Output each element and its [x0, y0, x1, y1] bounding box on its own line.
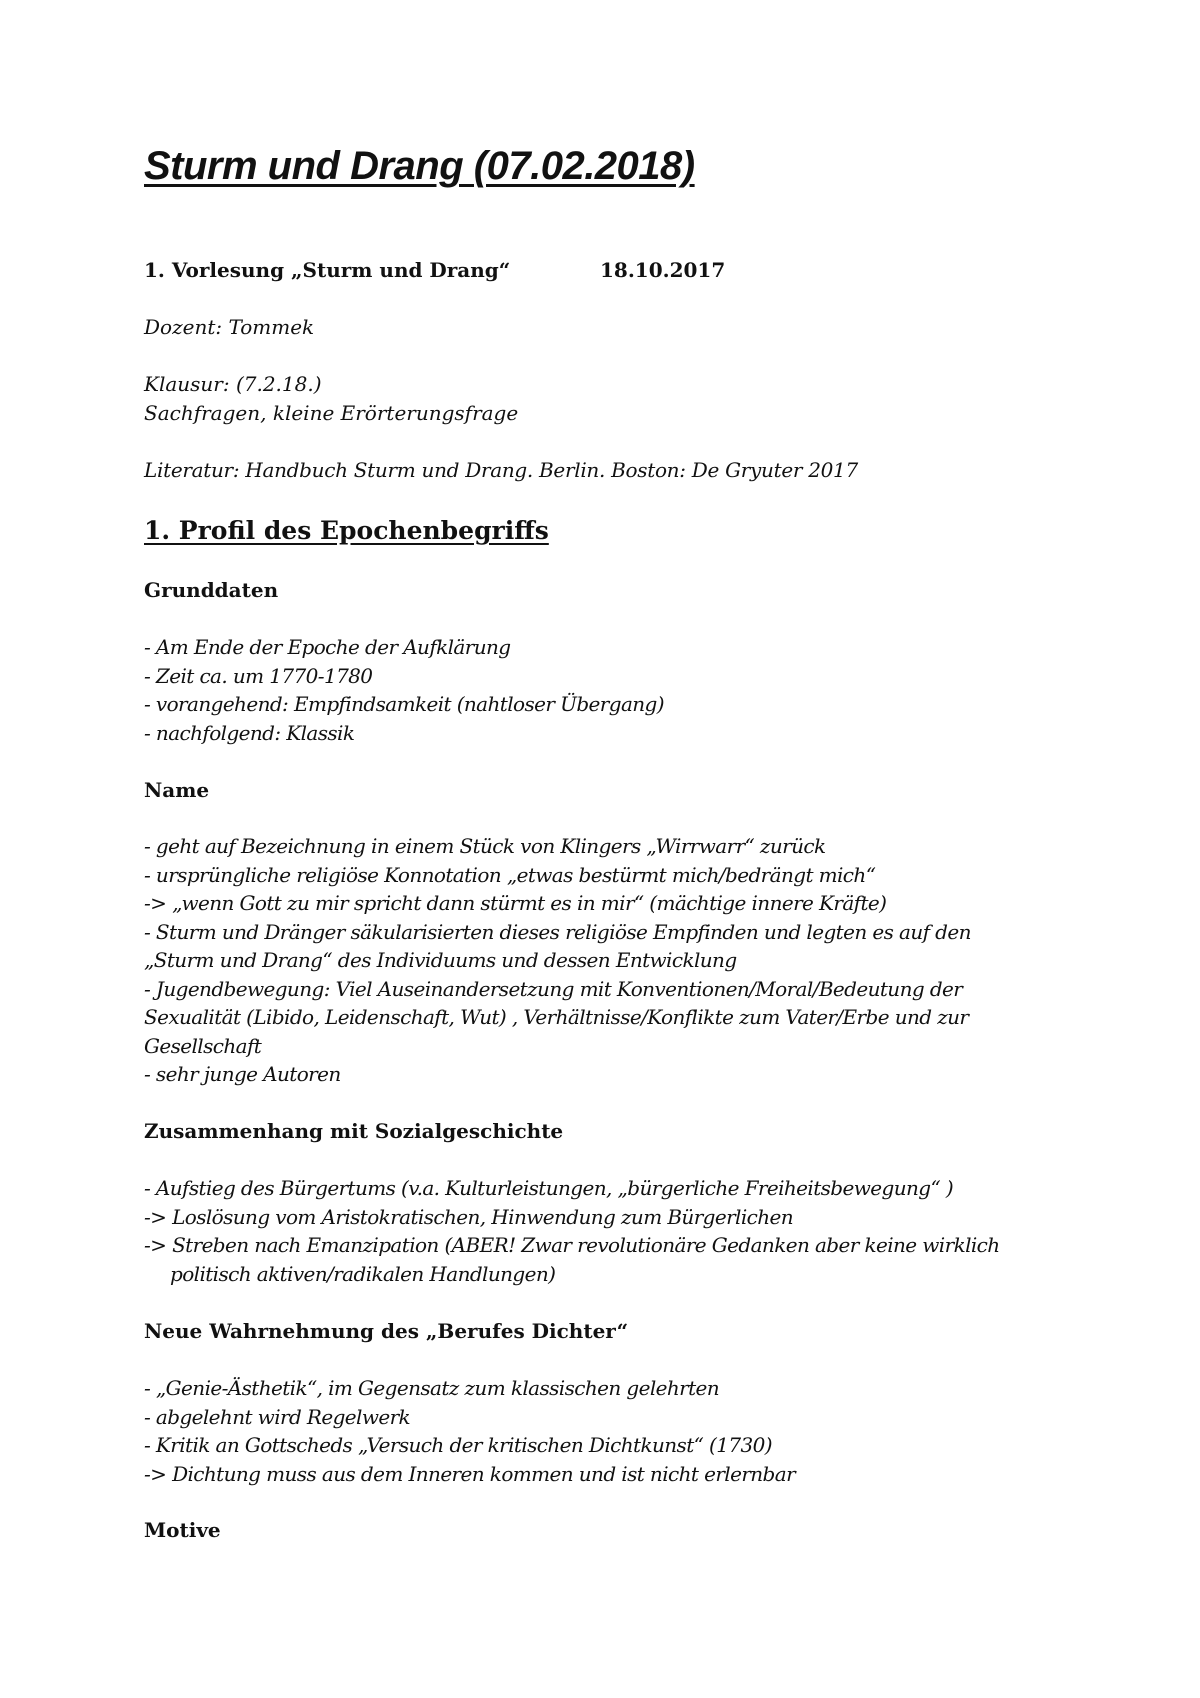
dichter-list [144, 1374, 795, 1488]
list-item: Gesellschaft [144, 1033, 262, 1058]
list-item: - geht auf Bezeichnung in einem Stück von Klingers „Wirrwarr“ zurück [144, 834, 826, 858]
list-item: -> Loslösung vom Aristokratischen, Hinwendung zum Bürgerlichen [144, 1204, 794, 1229]
exam-info [144, 370, 518, 427]
list-item: - sehr junge Autoren [144, 1062, 341, 1086]
list-item: - Sturm und Dränger säkularisierten dieses religiöse Empfinden und legten es auf den [144, 919, 971, 944]
subheading-sozialgeschichte: Zusammenhang mit Sozialgeschichte [144, 1119, 564, 1143]
exam-date: Klausur: (7.2.18.) [144, 372, 322, 396]
list-item: - „Genie-Ästhetik“, im Gegensatz zum klassischen gelehrten [144, 1376, 720, 1400]
subheading-grunddaten: Grunddaten [144, 578, 279, 602]
list-item: -> „wenn Gott zu mir spricht dann stürmt es in mir“ (mächtige innere Kräfte) [144, 891, 887, 915]
lecture-label: 1. Vorlesung „Sturm und Drang“ [144, 258, 511, 282]
subheading-berufes-dichter: Neue Wahrnehmung des „Berufes Dichter“ [144, 1319, 629, 1343]
list-item: -> Dichtung muss aus dem Inneren kommen und ist nicht erlernbar [144, 1461, 796, 1486]
list-item: - nachfolgend: Klassik [144, 720, 355, 745]
lecturer-line: Dozent: Tommek [144, 315, 315, 339]
name-list [144, 832, 971, 1089]
subheading-name: Name [144, 778, 210, 802]
list-item: -> Streben nach Emanzipation (ABER! Zwar revolutionäre Gedanken aber keine wirklich [144, 1233, 1000, 1257]
list-item-continuation: politisch aktiven/radikalen Handlungen) [170, 1261, 556, 1286]
document-title: Sturm und Drang (07.02.2018) [144, 144, 695, 188]
list-item: - Kritik an Gottscheds „Versuch der kritischen Dichtkunst“ (1730) [144, 1433, 772, 1457]
list-item: „Sturm und Drang“ des Individuums und dessen Entwicklung [144, 948, 737, 972]
list-item: - vorangehend: Empfindsamkeit (nahtloser Übergang) [144, 692, 664, 716]
lecture-date: 18.10.2017 [600, 258, 726, 282]
section-heading-epochenbegriff: 1. Profil des Epochenbegriffs [144, 516, 549, 545]
grunddaten-list [144, 633, 664, 747]
sozialgeschichte-list [144, 1174, 1000, 1288]
list-item: - Aufstieg des Bürgertums (v.a. Kulturleistungen, „bürgerliche Freiheitsbewegung“ ) [144, 1176, 954, 1200]
list-item: - abgelehnt wird Regelwerk [144, 1404, 411, 1429]
list-item: - Zeit ca. um 1770-1780 [144, 663, 373, 688]
list-item: - Am Ende der Epoche der Aufklärung [144, 635, 511, 659]
list-item: Sexualität (Libido, Leidenschaft, Wut) , Verhältnisse/Konflikte zum Vater/Erbe und zur [144, 1005, 969, 1029]
exam-content: Sachfragen, kleine Erörterungsfrage [144, 400, 519, 425]
subheading-motive: Motive [144, 1518, 221, 1542]
literature-line: Literatur: Handbuch Sturm und Drang. Berlin. Boston: De Gryuter 2017 [144, 458, 858, 482]
list-item: - ursprüngliche religiöse Konnotation „etwas bestürmt mich/bedrängt mich“ [144, 862, 876, 887]
list-item: - Jugendbewegung: Viel Auseinandersetzung mit Konventionen/Moral/Bedeutung der [144, 976, 963, 1001]
